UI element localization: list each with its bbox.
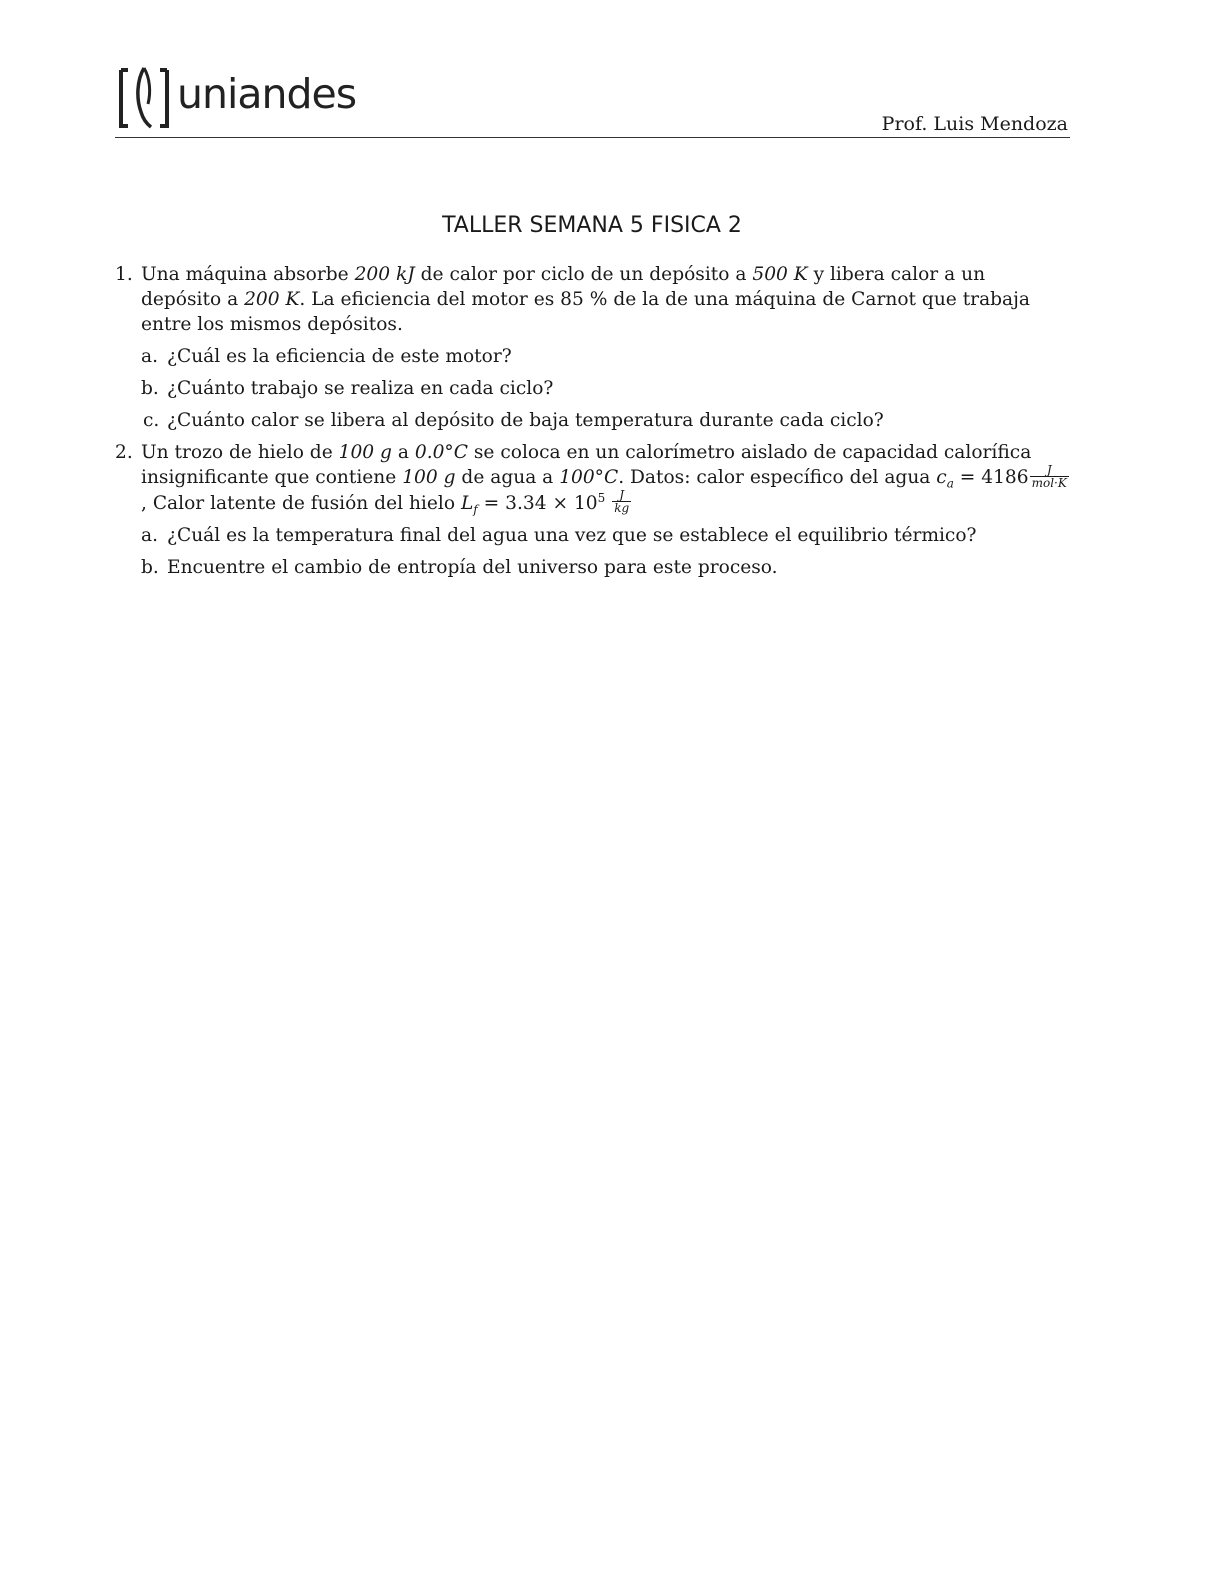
fraction-latent-heat-unit: $\frac{J}{kg}$ bbox=[614, 488, 630, 515]
author-name: Prof. Luis Mendoza bbox=[881, 113, 1068, 135]
subquestion-1c bbox=[115, 408, 1070, 433]
logo-text: uniandes bbox=[177, 69, 357, 118]
subquestion-1b bbox=[115, 376, 1070, 401]
subquestion-label: b. bbox=[141, 557, 159, 578]
math-temp-ice: 0.0°C bbox=[414, 442, 468, 463]
subquestion-text: ¿Cuál es la eficiencia de este motor? bbox=[167, 346, 512, 367]
subquestion-2b bbox=[115, 555, 1070, 580]
header-divider bbox=[115, 137, 1070, 138]
problem-number: 2. bbox=[115, 442, 133, 463]
uniandes-emblem-icon bbox=[117, 64, 171, 130]
subquestion-label: c. bbox=[143, 410, 160, 431]
subquestion-label: b. bbox=[141, 378, 159, 399]
math-latent-heat: $L_f = 3.34 \times 10^5$ $\frac{J}{kg}$ bbox=[460, 488, 630, 517]
subquestion-1a bbox=[115, 344, 1070, 369]
problem-text: Una máquina absorbe 200 kJ de calor por ciclo de un depósito a 500 K y libera calor a un depósito a 200 K. La eficiencia del motor es 85 % de la de una máquina de Carnot que trabaja entre los mismos depósitos. bbox=[141, 264, 1030, 335]
subquestion-label: a. bbox=[141, 525, 158, 546]
math-mass-ice: 100 g bbox=[338, 442, 392, 463]
problem-1 bbox=[115, 262, 1070, 337]
fraction-specific-heat-unit: $\frac{J}{\text{mol·K}}$ bbox=[1031, 462, 1067, 490]
subquestion-label: a. bbox=[141, 346, 158, 367]
subquestion-text: ¿Cuánto trabajo se realiza en cada ciclo? bbox=[167, 378, 554, 399]
page-title: TALLER SEMANA 5 FISICA 2 bbox=[442, 213, 742, 238]
math-mass-water: 100 g bbox=[402, 467, 456, 488]
math-temp-cold: 200 K bbox=[244, 289, 300, 310]
math-temp-water: 100°C bbox=[559, 467, 619, 488]
math-specific-heat: $c_a = 4186$ $\frac{J}{\text{mol·K}}$ bbox=[936, 462, 1067, 491]
subquestion-text: ¿Cuánto calor se libera al depósito de baja temperatura durante cada ciclo? bbox=[167, 410, 884, 431]
subquestion-text: Encuentre el cambio de entropía del universo para este proceso. bbox=[167, 557, 778, 578]
subquestion-text: ¿Cuál es la temperatura final del agua una vez que se establece el equilibrio térmico? bbox=[167, 525, 977, 546]
problem-2 bbox=[115, 440, 1070, 516]
uniandes-logo bbox=[117, 64, 356, 130]
problem-text: Un trozo de hielo de 100 g a 0.0°C se coloca en un calorímetro aislado de capacidad calorífica insignificante que contiene 100 g de agua a 100°C. Datos: calor específico del agua $c_a = 4186$ $\frac{J}{\text{mol·K}}$ , Calor latente de fusión del hielo $L_f = 3.34 \times 10^5$ $\frac{J}{kg}$ bbox=[141, 442, 1070, 514]
math-energy: 200 kJ bbox=[354, 264, 415, 285]
subquestion-2a bbox=[115, 523, 1070, 548]
problem-list bbox=[115, 262, 1070, 580]
problem-number: 1. bbox=[115, 264, 133, 285]
math-percent: 85 % bbox=[560, 289, 608, 310]
math-temp-hot: 500 K bbox=[752, 264, 808, 285]
